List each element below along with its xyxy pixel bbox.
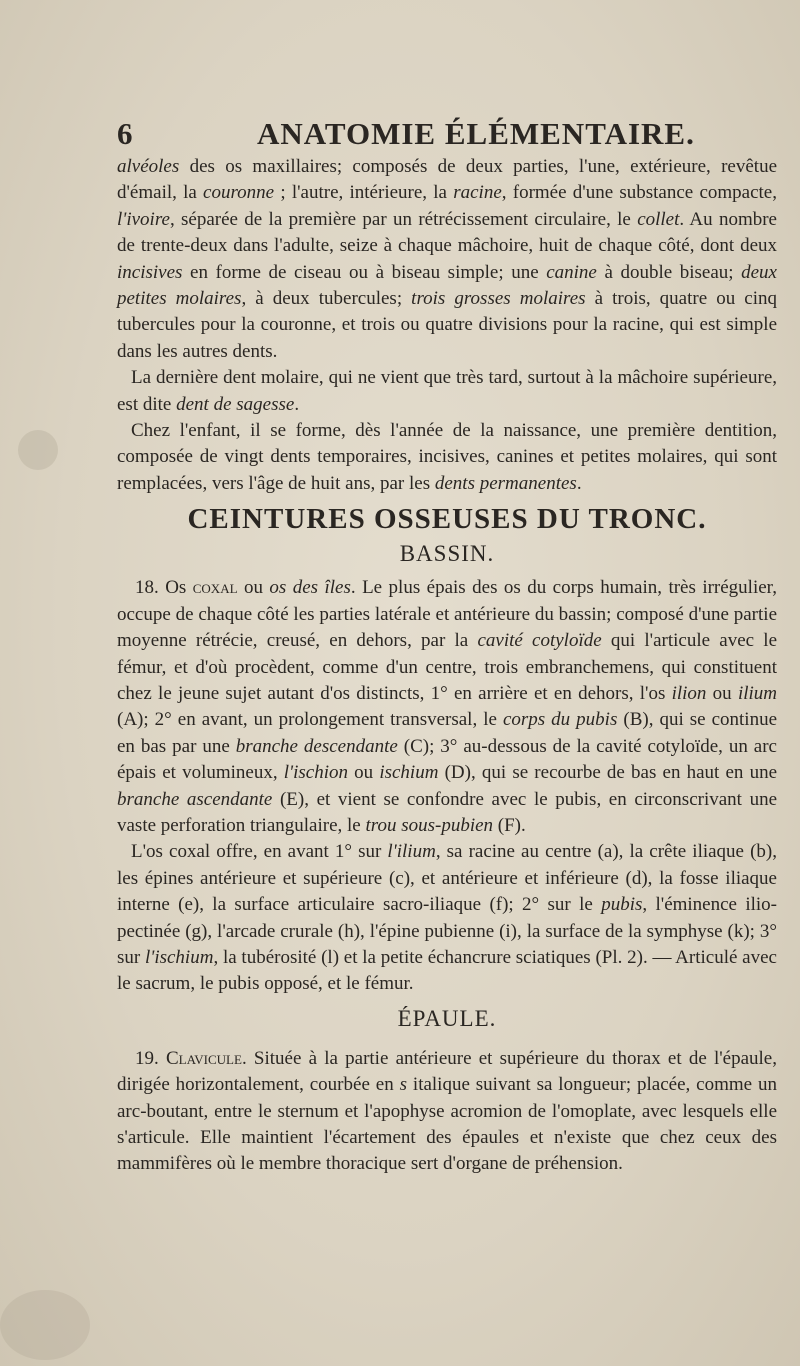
body-text-bassin xyxy=(117,575,777,998)
body-text-epaule xyxy=(117,1046,777,1178)
subsection-title-epaule: ÉPAULE. xyxy=(397,1005,497,1031)
running-head xyxy=(117,116,777,154)
page xyxy=(117,116,777,1178)
paragraph-dentition: Chez l'enfant, il se forme, dès l'année de la naissance, une première dentition, composée de vingt dents temporaires, incisives, canines et petites molaires, qui sont remplacées, vers l'âge de huit ans, par les dents permanentes. xyxy=(117,420,777,494)
body-text xyxy=(117,154,777,497)
section-title: CEINTURES OSSEUSES DU TRONC. xyxy=(187,503,707,536)
paragraph-teeth: alvéoles des os maxillaires; composés de deux parties, l'une, extérieure, revêtue d'émail, la couronne ; l'autre, intérieure, la racine, formée d'une substance compacte, l'ivoire, séparée de la première par un rétrécissement circulaire, le collet. Au nombre de trente-deux dans l'adulte, seize à chaque mâchoire, huit de chaque côté, dont deux incisives en forme de ciseau ou à biseau simple; une canine à double biseau; deux petites molaires, à deux tubercules; trois grosses molaires à trois, quatre ou cinq tubercules pour la couronne, et trois ou quatre divisions pour la racine, qui est simple dans les autres dents. xyxy=(117,156,777,362)
subsection-title-bassin: BASSIN. xyxy=(399,541,495,567)
paragraph-wisdom-tooth: La dernière dent molaire, qui ne vient que très tard, surtout à la mâchoire supérieure, est dite dent de sagesse. xyxy=(117,367,777,415)
paragraph-coxal-parts: L'os coxal offre, en avant 1° sur l'ilium, sa racine au centre (a), la crête iliaque (b), les épines antérieure et supérieure (c), et antérieure et inférieure (d), la fosse iliaque interne (e), la surface articulaire sacro-iliaque (f); 2° sur le pubis, l'éminence ilio-pectinée (g), l'arcade crurale (h), l'épine pubienne (i), la surface de la symphyse (k); 3° sur l'ischium, la tubérosité (l) et la petite échancrure sciatiques (Pl. 2). — Articulé avec le sacrum, le pubis opposé, et le fémur. xyxy=(117,841,778,995)
paper-stain xyxy=(18,430,58,470)
paper-stain xyxy=(0,1290,90,1360)
paragraph-coxal: 18. Os coxal ou os des îles. Le plus épais des os du corps humain, très irrégulier, occupe de chaque côté les parties latérale et antérieure du bassin; composé d'une partie moyenne rétrécie, creusé, en dehors, par la cavité cotyloïde qui l'articule avec le fémur, et d'où procèdent, comme d'un centre, trois embranchemens, qui constituent chez le jeune sujet autant d'os distincts, 1° en arrière et en dehors, l'os ilion ou ilium (A); 2° en avant, un prolongement transversal, le corps du pubis (B), qui se continue en bas par une branche descendante (C); 3° au-dessous de la cavité cotyloïde, un arc épais et volumineux, l'ischion ou ischium (D), qui se recourbe de bas en haut en une branche ascendante (E), et vient se confondre avec le pubis, en circonscrivant une vaste perforation triangulaire, le trou sous-pubien (F). xyxy=(117,577,777,836)
paragraph-clavicule: 19. Clavicule. Située à la partie antérieure et supérieure du thorax et de l'épaule, dirigée horizontalement, courbée en s italique suivant sa longueur; placée, comme un arc-boutant, entre le sternum et l'apophyse acromion de l'omoplate, avec lesquels elle s'articule. Elle maintient l'écartement des épaules et n'existe que chez ceux des mammifères où le membre thoracique sert d'organe de préhension. xyxy=(117,1047,777,1175)
page-number: 6 xyxy=(117,116,134,151)
running-title: ANATOMIE ÉLÉMENTAIRE. xyxy=(257,116,695,151)
